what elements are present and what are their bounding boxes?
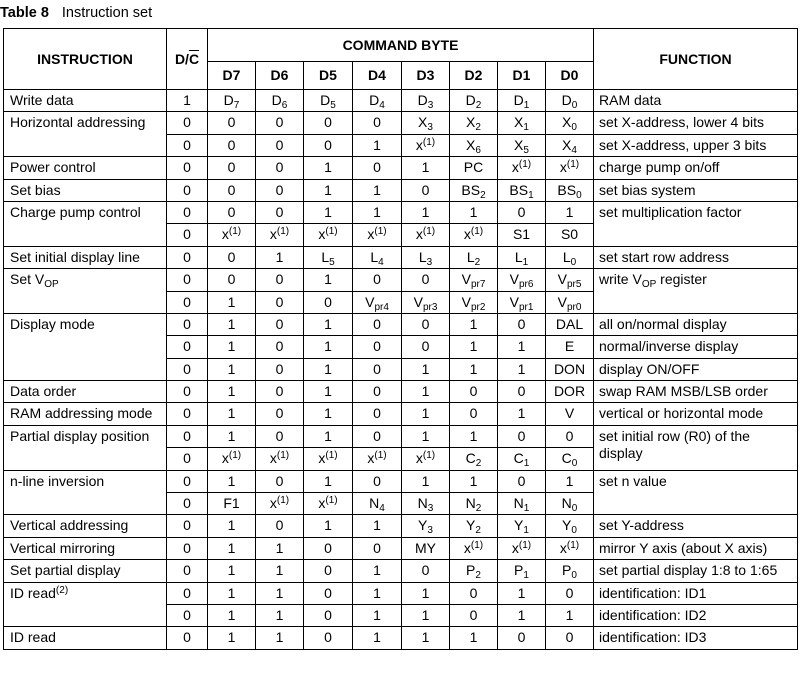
bit-cell-d1: 0 <box>498 313 546 335</box>
bit-cell-d4: $V_{pr4}$ <box>353 291 402 313</box>
bit-cell-d2: $P_2$ <box>450 560 498 582</box>
header-bit-d3: D3 <box>402 62 450 90</box>
table-title: Instruction set <box>61 5 153 21</box>
dc-cell: 0 <box>167 112 208 134</box>
bit-cell-d1: $C_1$ <box>498 448 546 470</box>
table-caption <box>0 4 152 22</box>
table-row <box>4 582 798 604</box>
bit-cell-d5: $x^{(1)}$ <box>304 448 353 470</box>
dc-cell: 0 <box>167 246 208 268</box>
bit-cell-d5: 1 <box>304 157 353 179</box>
instruction-cell: Data order <box>4 381 167 403</box>
bit-cell-d6: 0 <box>256 313 304 335</box>
bit-cell-d0: 0 <box>546 582 594 604</box>
dc-cell: 0 <box>167 358 208 380</box>
bit-cell-d7: 1 <box>208 604 256 626</box>
bit-cell-d1: 1 <box>498 604 546 626</box>
header-instruction: INSTRUCTION <box>4 29 167 90</box>
bit-cell-d2: 0 <box>450 582 498 604</box>
bit-cell-d3: 0 <box>402 336 450 358</box>
bit-cell-d5: 1 <box>304 179 353 201</box>
table-row <box>4 112 798 134</box>
bit-cell-d4: 0 <box>353 313 402 335</box>
bit-cell-d0: $N_0$ <box>546 493 594 515</box>
bit-cell-d7: 1 <box>208 470 256 492</box>
bit-cell-d1: $x^{(1)}$ <box>498 537 546 559</box>
bit-cell-d1: 1 <box>498 403 546 425</box>
bit-cell-d6: 0 <box>256 291 304 313</box>
bit-cell-d1: $V_{pr6}$ <box>498 269 546 291</box>
bit-cell-d7: 0 <box>208 112 256 134</box>
bit-cell-d6: $D_6$ <box>256 90 304 112</box>
function-cell: set X-address, upper 3 bits <box>594 134 798 156</box>
bit-cell-d4: $L_4$ <box>353 246 402 268</box>
dc-cell: 0 <box>167 560 208 582</box>
table-number: Table 8 <box>0 5 49 21</box>
bit-cell-d1: 0 <box>498 470 546 492</box>
bit-cell-d3: 1 <box>402 157 450 179</box>
bit-cell-d4: 0 <box>353 425 402 447</box>
table-row <box>4 246 798 268</box>
bit-cell-d6: 1 <box>256 582 304 604</box>
bit-cell-d0: DON <box>546 358 594 380</box>
table-row <box>4 179 798 201</box>
bit-cell-d2: $x^{(1)}$ <box>450 224 498 246</box>
function-cell: set partial display 1:8 to 1:65 <box>594 560 798 582</box>
table-row <box>4 157 798 179</box>
function-cell: display ON/OFF <box>594 358 798 380</box>
bit-cell-d0: 1 <box>546 201 594 223</box>
bit-cell-d7: 1 <box>208 358 256 380</box>
bit-cell-d2: 1 <box>450 201 498 223</box>
function-cell: identification: ID2 <box>594 604 798 626</box>
bit-cell-d7: 0 <box>208 269 256 291</box>
table-row <box>4 537 798 559</box>
bit-cell-d2: 1 <box>450 425 498 447</box>
table-row <box>4 627 798 649</box>
instruction-cell: Vertical mirroring <box>4 537 167 559</box>
instruction-cell: Set bias <box>4 179 167 201</box>
bit-cell-d3: 1 <box>402 201 450 223</box>
table-row <box>4 201 798 223</box>
bit-cell-d1: $X_1$ <box>498 112 546 134</box>
bit-cell-d3: 1 <box>402 470 450 492</box>
dc-cell: 0 <box>167 470 208 492</box>
bit-cell-d5: 1 <box>304 269 353 291</box>
bit-cell-d6: 0 <box>256 425 304 447</box>
bit-cell-d6: $x^{(1)}$ <box>256 493 304 515</box>
bit-cell-d1: $P_1$ <box>498 560 546 582</box>
dc-cell: 0 <box>167 224 208 246</box>
dc-cell: 0 <box>167 448 208 470</box>
instruction-cell: Partial display position <box>4 425 167 470</box>
bit-cell-d7: 0 <box>208 201 256 223</box>
bit-cell-d7: 1 <box>208 627 256 649</box>
bit-cell-d1: $Y_1$ <box>498 515 546 537</box>
bit-cell-d2: PC <box>450 157 498 179</box>
bit-cell-d2: 1 <box>450 358 498 380</box>
bit-cell-d5: 0 <box>304 112 353 134</box>
bit-cell-d0: 0 <box>546 425 594 447</box>
bit-cell-d4: 0 <box>353 157 402 179</box>
bit-cell-d3: 0 <box>402 313 450 335</box>
bit-cell-d4: 1 <box>353 627 402 649</box>
bit-cell-d5: 1 <box>304 403 353 425</box>
bit-cell-d2: $X_6$ <box>450 134 498 156</box>
bit-cell-d2: 1 <box>450 313 498 335</box>
bit-cell-d6: 1 <box>256 627 304 649</box>
dc-cell: 0 <box>167 582 208 604</box>
instruction-cell: RAM addressing mode <box>4 403 167 425</box>
bit-cell-d3: $x^{(1)}$ <box>402 134 450 156</box>
bit-cell-d0: E <box>546 336 594 358</box>
table-row <box>4 560 798 582</box>
function-cell: charge pump on/off <box>594 157 798 179</box>
function-cell: set Y-address <box>594 515 798 537</box>
bit-cell-d1: $X_5$ <box>498 134 546 156</box>
bit-cell-d7: 1 <box>208 403 256 425</box>
bit-cell-d2: 0 <box>450 381 498 403</box>
bit-cell-d4: 0 <box>353 336 402 358</box>
bit-cell-d2: 0 <box>450 403 498 425</box>
bit-cell-d1: $N_1$ <box>498 493 546 515</box>
header-bit-d5: D5 <box>304 62 353 90</box>
bit-cell-d2: $X_2$ <box>450 112 498 134</box>
bit-cell-d2: $N_2$ <box>450 493 498 515</box>
dc-cell: 0 <box>167 134 208 156</box>
bit-cell-d4: 1 <box>353 201 402 223</box>
bit-cell-d3: $V_{pr3}$ <box>402 291 450 313</box>
bit-cell-d6: 1 <box>256 537 304 559</box>
bit-cell-d5: 1 <box>304 470 353 492</box>
bit-cell-d0: $D_0$ <box>546 90 594 112</box>
bit-cell-d4: $x^{(1)}$ <box>353 448 402 470</box>
bit-cell-d3: $N_3$ <box>402 493 450 515</box>
bit-cell-d7: 1 <box>208 381 256 403</box>
bit-cell-d6: $x^{(1)}$ <box>256 448 304 470</box>
bit-cell-d1: S1 <box>498 224 546 246</box>
bit-cell-d6: 0 <box>256 358 304 380</box>
bit-cell-d3: 1 <box>402 627 450 649</box>
bit-cell-d6: 0 <box>256 381 304 403</box>
instruction-cell: ID read$^{(2)}$ <box>4 582 167 627</box>
bit-cell-d5: $D_5$ <box>304 90 353 112</box>
bit-cell-d0: V <box>546 403 594 425</box>
instruction-cell: Write data <box>4 90 167 112</box>
function-cell: mirror Y axis (about X axis) <box>594 537 798 559</box>
header-bit-d6: D6 <box>256 62 304 90</box>
dc-cell: 0 <box>167 381 208 403</box>
instruction-cell: Charge pump control <box>4 201 167 246</box>
dc-cell: 0 <box>167 425 208 447</box>
function-cell: identification: ID1 <box>594 582 798 604</box>
bit-cell-d3: 1 <box>402 425 450 447</box>
bit-cell-d3: $D_3$ <box>402 90 450 112</box>
table-row <box>4 269 798 291</box>
bit-cell-d1: $x^{(1)}$ <box>498 157 546 179</box>
bit-cell-d5: 0 <box>304 560 353 582</box>
bit-cell-d5: 1 <box>304 358 353 380</box>
bit-cell-d7: 1 <box>208 515 256 537</box>
bit-cell-d2: $x^{(1)}$ <box>450 537 498 559</box>
bit-cell-d7: 0 <box>208 134 256 156</box>
dc-cell: 0 <box>167 157 208 179</box>
instruction-cell: Set initial display line <box>4 246 167 268</box>
bit-cell-d5: 0 <box>304 291 353 313</box>
bit-cell-d3: 1 <box>402 381 450 403</box>
bit-cell-d1: 0 <box>498 201 546 223</box>
bit-cell-d6: 0 <box>256 403 304 425</box>
bit-cell-d1: 0 <box>498 381 546 403</box>
bit-cell-d2: $Y_2$ <box>450 515 498 537</box>
bit-cell-d0: $C_0$ <box>546 448 594 470</box>
bit-cell-d7: 1 <box>208 291 256 313</box>
bit-cell-d1: 0 <box>498 425 546 447</box>
function-cell: set n value <box>594 470 798 515</box>
bit-cell-d2: 0 <box>450 604 498 626</box>
bit-cell-d7: 0 <box>208 157 256 179</box>
bit-cell-d4: 1 <box>353 560 402 582</box>
instruction-cell: Vertical addressing <box>4 515 167 537</box>
bit-cell-d0: DAL <box>546 313 594 335</box>
header-bit-d2: D2 <box>450 62 498 90</box>
bit-cell-d5: 0 <box>304 604 353 626</box>
bit-cell-d1: $V_{pr1}$ <box>498 291 546 313</box>
bit-cell-d5: 1 <box>304 336 353 358</box>
bit-cell-d0: $V_{pr5}$ <box>546 269 594 291</box>
bit-cell-d0: $BS_0$ <box>546 179 594 201</box>
dc-cell: 0 <box>167 336 208 358</box>
dc-cell: 0 <box>167 627 208 649</box>
bit-cell-d4: 1 <box>353 604 402 626</box>
header-command-byte: COMMAND BYTE <box>208 29 594 62</box>
bit-cell-d0: $x^{(1)}$ <box>546 537 594 559</box>
bit-cell-d4: 0 <box>353 381 402 403</box>
bit-cell-d6: 0 <box>256 269 304 291</box>
bit-cell-d2: $D_2$ <box>450 90 498 112</box>
bit-cell-d4: 0 <box>353 358 402 380</box>
bit-cell-d3: $x^{(1)}$ <box>402 448 450 470</box>
bit-cell-d2: $V_{pr7}$ <box>450 269 498 291</box>
bit-cell-d6: 0 <box>256 112 304 134</box>
table-row <box>4 515 798 537</box>
bit-cell-d7: 0 <box>208 179 256 201</box>
bit-cell-d7: 1 <box>208 537 256 559</box>
bit-cell-d3: 1 <box>402 582 450 604</box>
bit-cell-d4: 0 <box>353 403 402 425</box>
bit-cell-d0: $X_0$ <box>546 112 594 134</box>
bit-cell-d3: $L_3$ <box>402 246 450 268</box>
bit-cell-d6: 0 <box>256 157 304 179</box>
dc-cell: 0 <box>167 201 208 223</box>
bit-cell-d0: 1 <box>546 470 594 492</box>
bit-cell-d7: 1 <box>208 313 256 335</box>
bit-cell-d3: 1 <box>402 358 450 380</box>
dc-cell: 0 <box>167 537 208 559</box>
bit-cell-d5: 1 <box>304 313 353 335</box>
bit-cell-d4: 0 <box>353 537 402 559</box>
bit-cell-d7: 1 <box>208 336 256 358</box>
instruction-cell: ID read <box>4 627 167 649</box>
bit-cell-d6: 0 <box>256 470 304 492</box>
bit-cell-d0: 0 <box>546 627 594 649</box>
table-row <box>4 381 798 403</box>
bit-cell-d5: 0 <box>304 582 353 604</box>
bit-cell-d1: 1 <box>498 336 546 358</box>
bit-cell-d2: 1 <box>450 627 498 649</box>
bit-cell-d0: $P_0$ <box>546 560 594 582</box>
bit-cell-d7: 1 <box>208 560 256 582</box>
bit-cell-d1: 1 <box>498 358 546 380</box>
header-bit-d0: D0 <box>546 62 594 90</box>
function-cell: vertical or horizontal mode <box>594 403 798 425</box>
bit-cell-d0: $X_4$ <box>546 134 594 156</box>
table-row <box>4 425 798 447</box>
bit-cell-d5: 1 <box>304 201 353 223</box>
bit-cell-d5: $x^{(1)}$ <box>304 224 353 246</box>
bit-cell-d0: $V_{pr0}$ <box>546 291 594 313</box>
bit-cell-d4: $D_4$ <box>353 90 402 112</box>
function-cell: normal/inverse display <box>594 336 798 358</box>
table-row <box>4 313 798 335</box>
bit-cell-d4: 1 <box>353 134 402 156</box>
dc-cell: 0 <box>167 515 208 537</box>
bit-cell-d2: $L_2$ <box>450 246 498 268</box>
bit-cell-d0: DOR <box>546 381 594 403</box>
table-row <box>4 470 798 492</box>
bit-cell-d6: 0 <box>256 179 304 201</box>
bit-cell-d7: 1 <box>208 425 256 447</box>
bit-cell-d5: 0 <box>304 537 353 559</box>
table-row <box>4 90 798 112</box>
bit-cell-d0: $Y_0$ <box>546 515 594 537</box>
instruction-cell: Display mode <box>4 313 167 380</box>
bit-cell-d4: 1 <box>353 179 402 201</box>
instruction-cell: Horizontal addressing <box>4 112 167 157</box>
bit-cell-d5: 0 <box>304 627 353 649</box>
bit-cell-d1: 1 <box>498 582 546 604</box>
bit-cell-d1: 0 <box>498 627 546 649</box>
bit-cell-d2: $V_{pr2}$ <box>450 291 498 313</box>
table-row <box>4 403 798 425</box>
bit-cell-d5: 1 <box>304 425 353 447</box>
bit-cell-d3: 1 <box>402 403 450 425</box>
bit-cell-d4: $x^{(1)}$ <box>353 224 402 246</box>
header-dc: $D/\overline{C}$ <box>167 29 208 90</box>
function-cell: write $V_{OP}$ register <box>594 269 798 314</box>
bit-cell-d6: 0 <box>256 134 304 156</box>
bit-cell-d3: $x^{(1)}$ <box>402 224 450 246</box>
bit-cell-d3: 0 <box>402 560 450 582</box>
bit-cell-d1: $BS_1$ <box>498 179 546 201</box>
bit-cell-d5: $L_5$ <box>304 246 353 268</box>
table-body <box>4 90 798 650</box>
bit-cell-d3: 0 <box>402 269 450 291</box>
dc-cell: 0 <box>167 269 208 291</box>
bit-cell-d0: $x^{(1)}$ <box>546 157 594 179</box>
function-cell: set initial row (R0) of the display <box>594 425 798 470</box>
bit-cell-d2: 1 <box>450 336 498 358</box>
bit-cell-d4: 0 <box>353 269 402 291</box>
bit-cell-d6: 1 <box>256 246 304 268</box>
bit-cell-d3: $X_3$ <box>402 112 450 134</box>
function-cell: set X-address, lower 4 bits <box>594 112 798 134</box>
header-function: FUNCTION <box>594 29 798 90</box>
bit-cell-d4: $N_4$ <box>353 493 402 515</box>
bit-cell-d1: $D_1$ <box>498 90 546 112</box>
instruction-cell: n-line inversion <box>4 470 167 515</box>
bit-cell-d4: 1 <box>353 582 402 604</box>
function-cell: set multiplication factor <box>594 201 798 246</box>
header-bit-d4: D4 <box>353 62 402 90</box>
bit-cell-d0: S0 <box>546 224 594 246</box>
dc-cell: 1 <box>167 90 208 112</box>
header-bit-d1: D1 <box>498 62 546 90</box>
bit-cell-d7: $D_7$ <box>208 90 256 112</box>
bit-cell-d7: 0 <box>208 246 256 268</box>
function-cell: identification: ID3 <box>594 627 798 649</box>
bit-cell-d2: $C_2$ <box>450 448 498 470</box>
bit-cell-d2: 1 <box>450 470 498 492</box>
bit-cell-d5: 1 <box>304 381 353 403</box>
function-cell: set start row address <box>594 246 798 268</box>
bit-cell-d7: F1 <box>208 493 256 515</box>
bit-cell-d6: 1 <box>256 604 304 626</box>
instruction-cell: Set $V_{OP}$ <box>4 269 167 314</box>
bit-cell-d7: $x^{(1)}$ <box>208 448 256 470</box>
bit-cell-d6: $x^{(1)}$ <box>256 224 304 246</box>
bit-cell-d2: $BS_2$ <box>450 179 498 201</box>
function-continuation: display <box>599 444 643 461</box>
bit-cell-d4: 1 <box>353 515 402 537</box>
dc-cell: 0 <box>167 493 208 515</box>
bit-cell-d0: 1 <box>546 604 594 626</box>
bit-cell-d6: 0 <box>256 336 304 358</box>
function-cell: all on/normal display <box>594 313 798 335</box>
header-bit-d7: D7 <box>208 62 256 90</box>
bit-cell-d5: 0 <box>304 134 353 156</box>
bit-cell-d5: $x^{(1)}$ <box>304 493 353 515</box>
bit-cell-d6: 0 <box>256 515 304 537</box>
dc-cell: 0 <box>167 604 208 626</box>
bit-cell-d0: $L_0$ <box>546 246 594 268</box>
bit-cell-d3: $Y_3$ <box>402 515 450 537</box>
bit-cell-d3: 1 <box>402 604 450 626</box>
bit-cell-d4: 0 <box>353 470 402 492</box>
instruction-cell: Power control <box>4 157 167 179</box>
bit-cell-d3: MY <box>402 537 450 559</box>
dc-cell: 0 <box>167 179 208 201</box>
dc-cell: 0 <box>167 291 208 313</box>
bit-cell-d7: 1 <box>208 582 256 604</box>
instruction-set-table <box>3 28 798 650</box>
bit-cell-d6: 1 <box>256 560 304 582</box>
bit-cell-d7: $x^{(1)}$ <box>208 224 256 246</box>
bit-cell-d5: 1 <box>304 515 353 537</box>
dc-cell: 0 <box>167 313 208 335</box>
bit-cell-d6: 0 <box>256 201 304 223</box>
function-cell: set bias system <box>594 179 798 201</box>
dc-cell: 0 <box>167 403 208 425</box>
function-cell: swap RAM MSB/LSB order <box>594 381 798 403</box>
bit-cell-d3: 0 <box>402 179 450 201</box>
function-cell: RAM data <box>594 90 798 112</box>
instruction-cell: Set partial display <box>4 560 167 582</box>
bit-cell-d1: $L_1$ <box>498 246 546 268</box>
bit-cell-d4: 0 <box>353 112 402 134</box>
